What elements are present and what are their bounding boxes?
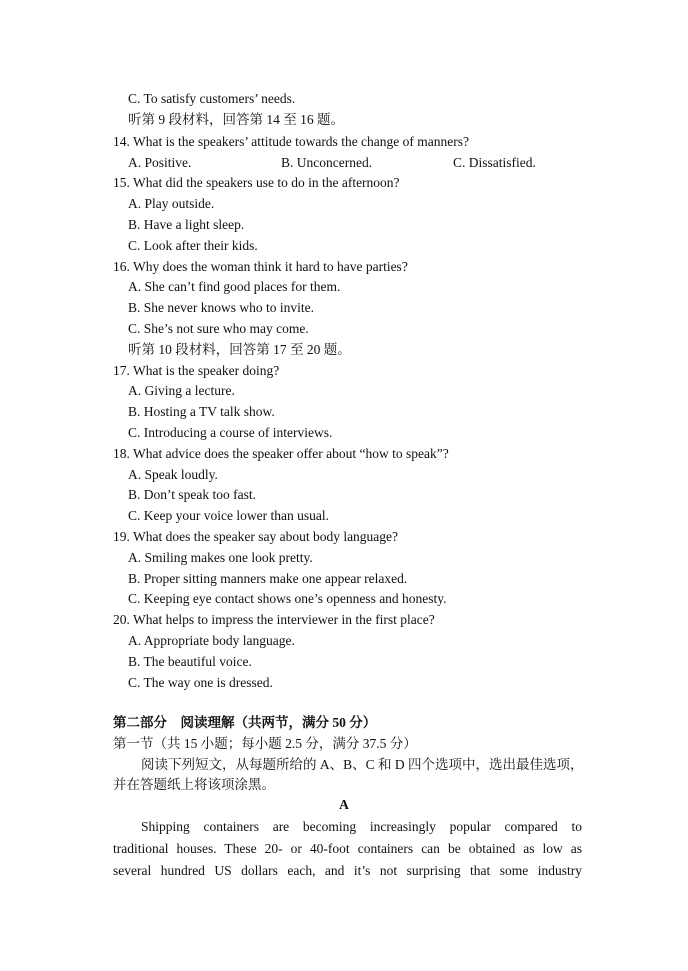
section9-intro: 听第 9 段材料，回答第 14 至 16 题。 [128, 112, 344, 127]
instruction-line-2: 并在答题纸上将该项涂黑。 [113, 777, 275, 792]
passage-label: A [339, 797, 349, 812]
q14-option-c: C. Dissatisfied. [453, 155, 536, 170]
q20-stem: 20. What helps to impress the interviewer in the first place? [113, 612, 435, 627]
q19-option-c: C. Keeping eye contact shows one’s openness and honesty. [128, 591, 447, 606]
section10-intro: 听第 10 段材料，回答第 17 至 20 题。 [128, 342, 351, 357]
q15-option-c: C. Look after their kids. [128, 238, 258, 253]
q13-option-c: C. To satisfy customers’ needs. [128, 91, 296, 106]
q18-stem: 18. What advice does the speaker offer about “how to speak”? [113, 446, 449, 461]
q14-options [128, 154, 536, 172]
q20-option-c: C. The way one is dressed. [128, 675, 273, 690]
q18-option-c: C. Keep your voice lower than usual. [128, 508, 329, 523]
q15-option-a: A. Play outside. [128, 196, 215, 211]
q20-option-b: B. The beautiful voice. [128, 654, 252, 669]
q17-option-a: A. Giving a lecture. [128, 383, 235, 398]
q19-stem: 19. What does the speaker say about body language? [113, 529, 399, 544]
part2-heading: 第二部分 阅读理解（共两节，满分 50 分） [113, 715, 377, 730]
q16-option-a: A. She can’t find good places for them. [128, 279, 341, 294]
q17-option-c: C. Introducing a course of interviews. [128, 425, 333, 440]
q19-option-a: A. Smiling makes one look pretty. [128, 550, 313, 565]
q16-option-c: C. She’s not sure who may come. [128, 321, 309, 336]
passage-line-3: several hundred US dollars each, and it’s not surprising that some industry [113, 863, 582, 878]
section1-heading: 第一节（共 15 小题；每小题 2.5 分，满分 37.5 分） [113, 736, 417, 751]
q16-option-b: B. She never knows who to invite. [128, 300, 314, 315]
q18-option-a: A. Speak loudly. [128, 467, 218, 482]
q15-option-b: B. Have a light sleep. [128, 217, 245, 232]
passage-line-1: Shipping containers are becoming increasingly popular compared to [141, 819, 582, 834]
q17-option-b: B. Hosting a TV talk show. [128, 404, 275, 419]
q17-stem: 17. What is the speaker doing? [113, 363, 280, 378]
q14-option-a: A. Positive. [128, 155, 192, 170]
q18-option-b: B. Don’t speak too fast. [128, 487, 256, 502]
q20-option-a: A. Appropriate body language. [128, 633, 295, 648]
q14-stem: 14. What is the speakers’ attitude towards the change of manners? [113, 134, 470, 149]
q19-option-b: B. Proper sitting manners make one appear relaxed. [128, 571, 408, 586]
q14-option-b: B. Unconcerned. [281, 155, 373, 170]
q16-stem: 16. Why does the woman think it hard to have parties? [113, 259, 408, 274]
q15-stem: 15. What did the speakers use to do in the afternoon? [113, 175, 400, 190]
passage-line-2: traditional houses. These 20- or 40-foot containers can be obtained as low as [113, 841, 582, 856]
instruction-line-1: 阅读下列短文，从每题所给的 A、B、C 和 D 四个选项中，选出最佳选项， [141, 757, 584, 772]
